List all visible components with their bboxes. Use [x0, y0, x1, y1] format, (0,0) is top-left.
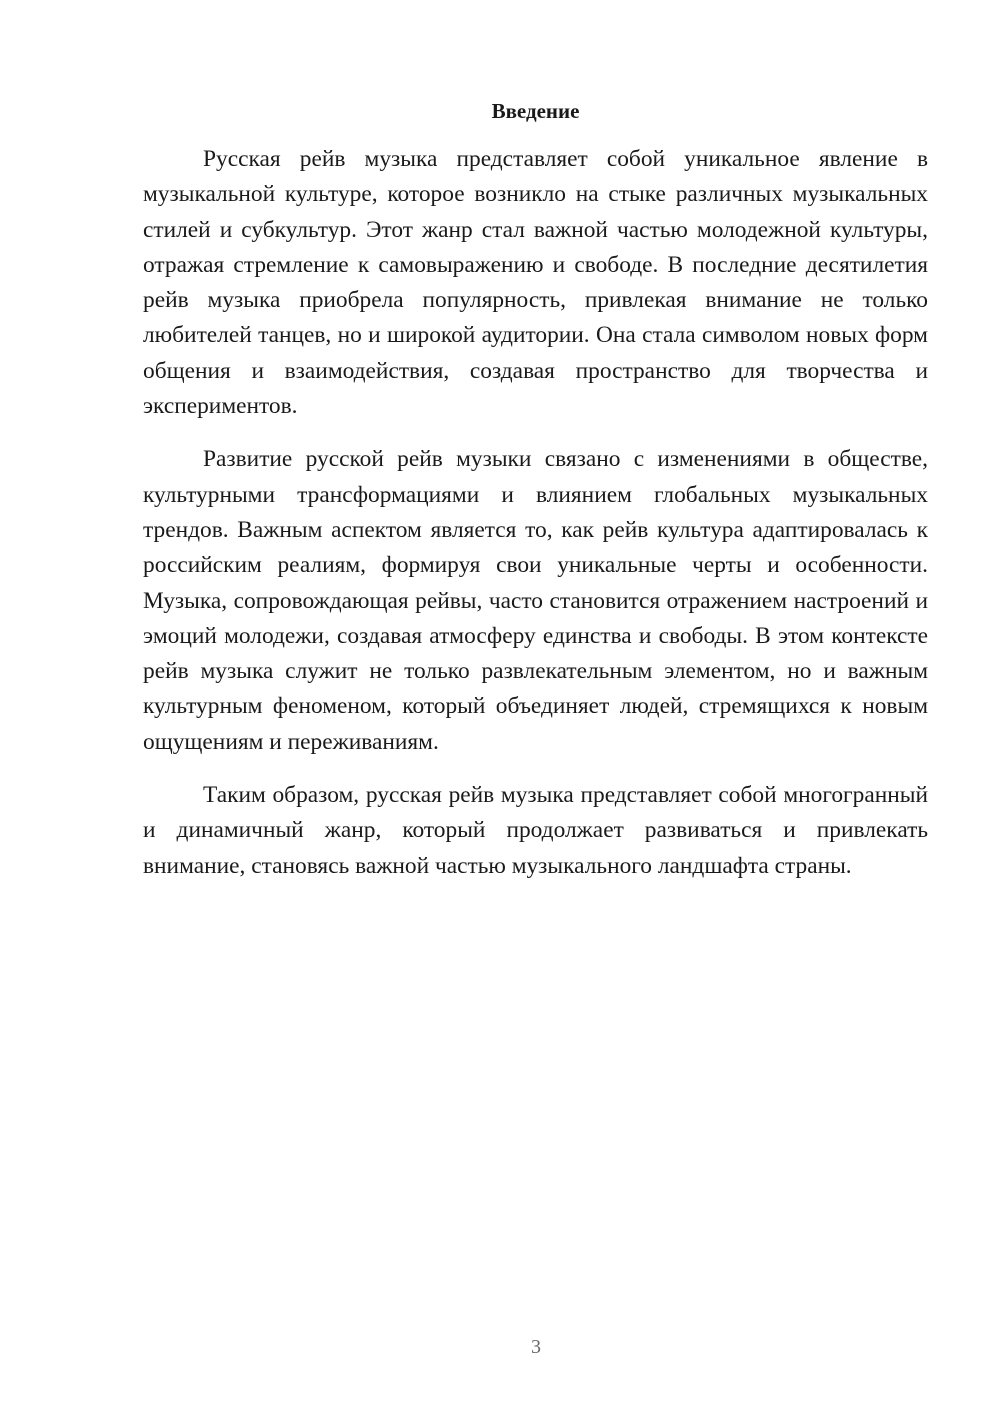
paragraph: Таким образом, русская рейв музыка представляет собой многогранный и динамичный жанр, который продолжает развиваться и привлекать внимание, становясь важной частью музыкального ландшафта страны.	[143, 782, 928, 879]
section-heading: Введение	[491, 99, 580, 123]
paragraph: Русская рейв музыка представляет собой уникальное явление в музыкальной культуре, которое возникло на стыке различных музыкальных стилей и субкультур. Этот жанр стал важной частью молодежной культуры, отражая стремление к самовыражению и свободе. В последние десятилетия рейв музыка приобрела популярность, привлекая внимание не только любителей танцев, но и широкой аудитории. Она стала символом новых форм общения и взаимодействия, создавая пространство для творчества и экспериментов.	[143, 146, 928, 420]
paragraph: Развитие русской рейв музыки связано с изменениями в обществе, культурными трансформациями и влиянием глобальных музыкальных трендов. Важным аспектом является то, как рейв культура адаптировалась к российским реалиям, формируя свои уникальные черты и особенности. Музыка, сопровождающая рейвы, часто становится отражением настроений и эмоций молодежи, создавая атмосферу единства и свободы. В этом контексте рейв музыка служит не только развлекательным элементом, но и важным культурным феноменом, который объединяет людей, стремящихся к новым ощущениям и переживаниям.	[143, 446, 928, 755]
page-number: 3	[531, 1336, 541, 1358]
body-text	[143, 142, 928, 902]
